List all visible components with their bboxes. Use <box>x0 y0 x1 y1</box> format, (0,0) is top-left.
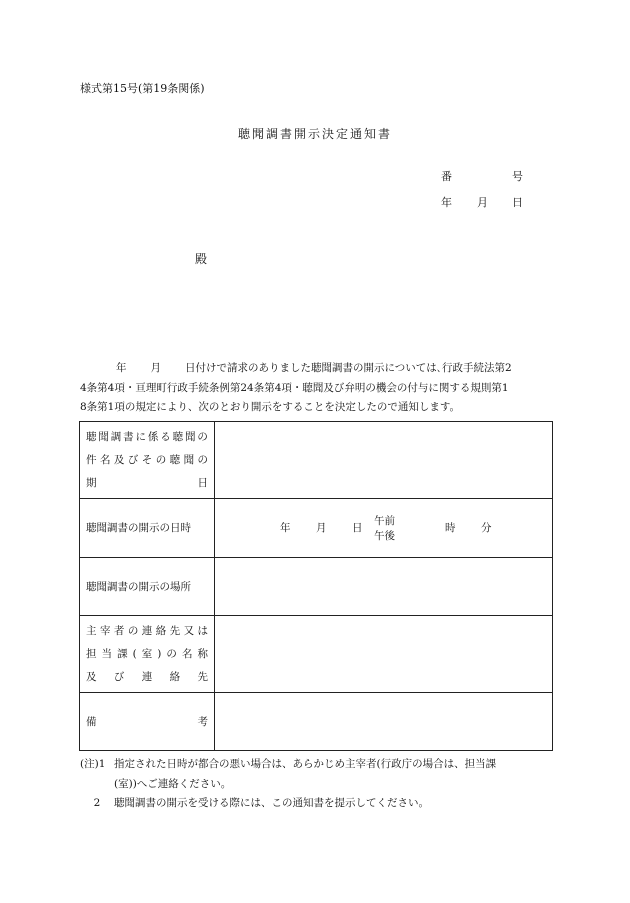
issue-date-year-label: 年 <box>441 196 452 209</box>
disclosure-place-label-cell <box>80 558 215 616</box>
issue-date-day-label: 日 <box>512 196 523 209</box>
datetime-year-label: 年 <box>280 522 291 534</box>
hearing-subject-label-line-1: 聴 聞 調 書 に 係 る 聴 聞 の <box>86 430 208 443</box>
contact-label-cell <box>80 616 215 693</box>
note-2-number: 2 <box>93 797 101 809</box>
remarks-value-cell[interactable] <box>215 693 553 751</box>
note-prefix: (注)1 <box>80 758 106 770</box>
row-disclosure-datetime <box>80 499 553 558</box>
hearing-date-label-a: 期 <box>86 476 97 489</box>
body-line-1-rest: 日付けで請求のありました聴聞調書の開示については､行政手続法第2 <box>185 362 512 374</box>
notes-section <box>80 755 560 814</box>
body-line-3: 8条第1項の規定により、次のとおり開示をすることを決定したので通知します。 <box>80 401 461 413</box>
row-contact <box>80 616 553 693</box>
datetime-am-label: 午前 <box>374 515 395 527</box>
note-2-text: 聴聞調書の開示を受ける際には、この通知書を提示してください。 <box>114 797 429 809</box>
note-1-line-1 <box>80 755 560 775</box>
document-title: 聴聞調書開示決定通知書 <box>237 127 392 141</box>
hearing-date-label-b: 日 <box>197 476 208 489</box>
issue-date-month-label: 月 <box>477 196 488 209</box>
contact-label-line-1: 主 宰 者 の 連 絡 先 又 は <box>86 624 208 637</box>
remarks-label <box>80 714 214 729</box>
contact-label-line-2: 担 当 課 ( 室 ) の 名 称 <box>86 647 208 660</box>
datetime-day-label: 日 <box>352 522 363 534</box>
body-line-2: 4条第4項・亘理町行政手続条例第24条第4項・聴聞及び弁明の機会の付与に関する規則第1 <box>80 381 509 394</box>
remarks-label-cell <box>80 693 215 751</box>
row-hearing-subject <box>80 422 553 499</box>
hearing-subject-value-cell[interactable] <box>215 422 553 499</box>
remarks-label-a: 備 <box>86 716 97 728</box>
document-number-label: 番 <box>441 170 452 183</box>
notice-form-table <box>79 421 553 751</box>
note-2-line <box>80 794 560 814</box>
body-month: 月 <box>150 362 161 374</box>
datetime-hour-label: 時 <box>445 522 456 534</box>
disclosure-datetime-label-cell <box>80 499 215 558</box>
body-line-1 <box>80 359 553 379</box>
contact-label-line-3: 及 び 連 絡 先 <box>86 670 208 683</box>
note-1-line-2 <box>80 775 560 795</box>
hearing-subject-label-cell <box>80 422 215 499</box>
document-number-suffix: 号 <box>512 170 523 183</box>
disclosure-place-label: 聴聞調書の開示の場所 <box>86 580 191 593</box>
body-year: 年 <box>116 362 127 374</box>
disclosure-place-value-cell[interactable] <box>215 558 553 616</box>
datetime-minute-label: 分 <box>481 522 492 534</box>
datetime-pm-label: 午後 <box>374 530 395 542</box>
hearing-subject-label-line-2: 件 名 及 び そ の 聴 聞 の <box>86 453 208 466</box>
form-number: 様式第15号(第19条関係) <box>80 82 205 95</box>
remarks-label-b: 考 <box>197 716 208 728</box>
datetime-month-label: 月 <box>316 522 327 534</box>
note-1-text-1: 指定された日時が都合の悪い場合は、あらかじめ主宰者(行政庁の場合は、担当課 <box>114 758 497 770</box>
notice-body-text <box>80 359 553 418</box>
contact-value-cell[interactable] <box>215 616 553 693</box>
note-1-text-2: (室))へご連絡ください。 <box>114 777 232 790</box>
row-disclosure-place <box>80 558 553 616</box>
disclosure-datetime-value-cell[interactable] <box>215 499 553 558</box>
disclosure-datetime-label: 聴聞調書の開示の日時 <box>86 522 191 534</box>
hearing-subject-label-line-3 <box>86 472 208 495</box>
addressee-suffix: 殿 <box>195 252 208 266</box>
row-remarks <box>80 693 553 751</box>
